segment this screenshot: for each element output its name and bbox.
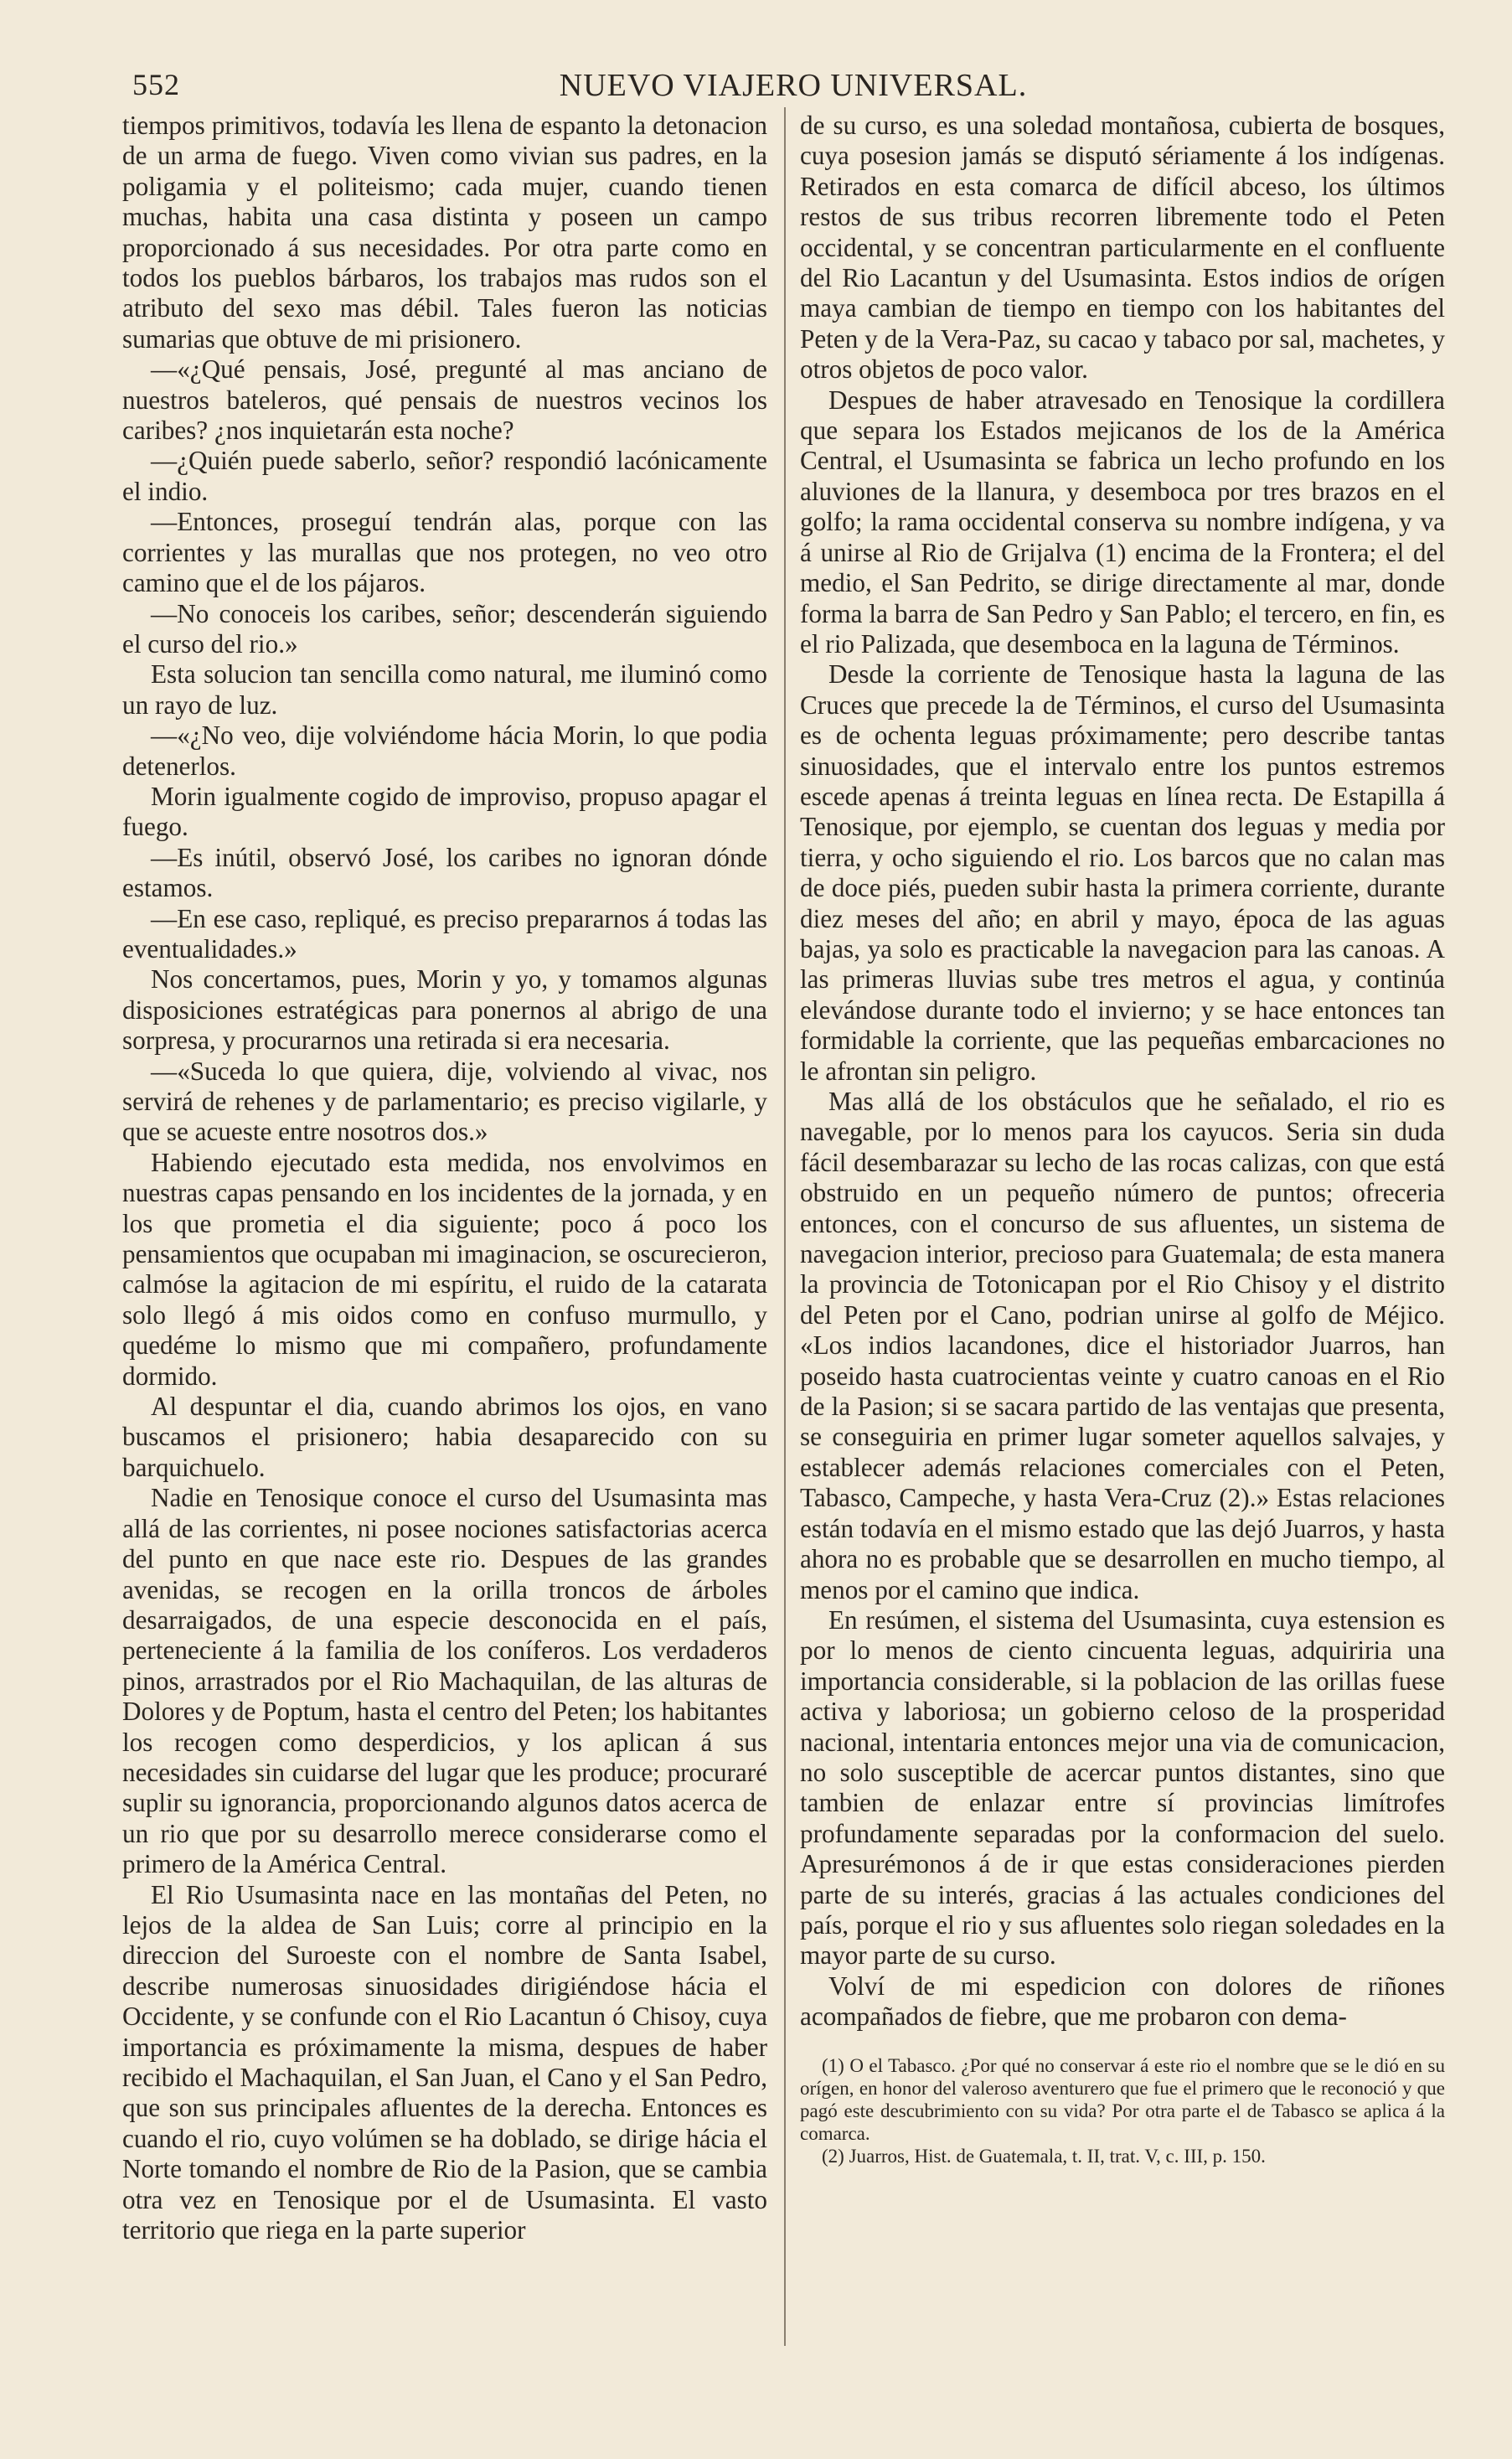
paragraph: Despues de haber atravesado en Tenosique la cordillera que separa los Estados mejicanos de los de la América Central, el Usumasinta se fabrica un lecho profundo en los aluviones de la llanura, y desemboca por tres brazos en el golfo; la rama occidental conserva su nombre indígena, y va á unirse al Rio de Grijalva (1) encima de la Frontera; el del medio, el San Pedrito, se dirige directamente al mar, donde forma la barra de San Pedro y San Pablo; el tercero, en fin, es el rio Palizada, que desemboca en la laguna de Términos. [800, 385, 1445, 659]
right-column [800, 111, 1445, 2373]
paragraph: —«Suceda lo que quiera, dije, volviendo al vivac, nos servirá de rehenes y de parlamentario; es preciso vigilarle, y que se acueste entre nosotros dos.» [122, 1056, 767, 1147]
footnotes [800, 2054, 1445, 2167]
paragraph: En resúmen, el sistema del Usumasinta, cuya estension es por lo menos de ciento cincuenta leguas, adquiriria una importancia considerable, si la poblacion de las orillas fuese activa y laboriosa; un gobierno celoso de la prosperidad nacional, intentaria entonces mejor una via de comunicacion, no solo susceptible de acercar puntos distantes, sino que tambien de enlazar entre sí provincias limítrofes profundamente separadas por la conformacion del suelo. Apresurémonos á de ir que estas consideraciones pierden parte de su interés, gracias á las actuales condiciones del país, porque el rio y sus afluentes solo riegan soledades en la mayor parte de su curso. [800, 1604, 1445, 1971]
paragraph: —¿Quién puede saberlo, señor? respondió lacónicamente el indio. [122, 446, 767, 506]
paragraph: tiempos primitivos, todavía les llena de espanto la detonacion de un arma de fuego. Viven como vivian sus padres, en la poligamia y el politeismo; cada mujer, cuando tienen muchas, habita una casa distinta y poseen un campo proporcionado á sus necesidades. Por otra parte como en todos los pueblos bárbaros, los trabajos mas rudos son el atributo del sexo mas débil. Tales fueron las noticias sumarias que obtuve de mi prisionero. [122, 111, 767, 354]
paragraph: Nos concertamos, pues, Morin y yo, y tomamos algunas disposiciones estratégicas para ponernos al abrigo de una sorpresa, y procurarnos una retirada si era necesaria. [122, 964, 767, 1056]
footnote: (2) Juarros, Hist. de Guatemala, t. II, trat. V, c. III, p. 150. [822, 2145, 1266, 2167]
paragraph: Mas allá de los obstáculos que he señalado, el rio es navegable, por lo menos para los cayucos. Seria sin duda fácil desembarazar su lecho de las rocas calizas, con que está obstruido en un pequeño número de puntos; ofreceria entonces, con el concurso de sus afluentes, un sistema de navegacion interior, precioso para Guatemala; de esta manera la provincia de Totonicapan por el Rio Chisoy y el distrito del Peten por el Cano, podrian unirse al golfo de Méjico. «Los indios lacandones, dice el historiador Juarros, han poseido hasta cuatrocientas veinte y cuatro canoas en el Rio de la Pasion; si se sacara partido de las ventajas que presenta, se conseguiria en primer lugar someter aquellos salvajes, y establecer además relaciones comerciales con el Peten, Tabasco, Campeche, y hasta Vera-Cruz (2).» Estas relaciones están todavía en el mismo estado que las dejó Juarros, y hasta ahora no es probable que se desarrollen en mucho tiempo, al menos por el camino que indica. [800, 1087, 1445, 1604]
column-divider [784, 107, 786, 2346]
paragraph: Morin igualmente cogido de improviso, propuso apagar el fuego. [122, 781, 767, 842]
paragraph: de su curso, es una soledad montañosa, cubierta de bosques, cuya posesion jamás se disputó sériamente á los indígenas. Retirados en esta comarca de difícil abceso, los últimos restos de sus tribus recorren libremente todo el Peten occidental, y se concentran particularmente en el confluente del Rio Lacantun y del Usumasinta. Estos indios de orígen maya cambian de tiempo en tiempo con los habitantes del Peten y de la Vera-Paz, su cacao y tabaco por sal, machetes, y otros objetos de poco valor. [800, 111, 1445, 385]
paragraph: —«¿Qué pensais, José, pregunté al mas anciano de nuestros bateleros, qué pensais de nuestros vecinos los caribes? ¿nos inquietarán esta noche? [122, 354, 767, 446]
paragraph: —«¿No veo, dije volviéndome hácia Morin, lo que podia detenerlos. [122, 721, 767, 781]
paragraph: Esta solucion tan sencilla como natural, me iluminó como un rayo de luz. [122, 659, 767, 720]
paragraph: El Rio Usumasinta nace en las montañas del Peten, no lejos de la aldea de San Luis; corre al principio en la direccion del Suroeste con el nombre de Santa Isabel, describe numerosas sinuosidades dirigiéndose hácia el Occidente, y se confunde con el Rio Lacantun ó Chisoy, cuya importancia es próximamente la misma, despues de haber recibido el Machaquilan, el San Juan, el Cano y el San Pedro, que son sus principales afluentes de la derecha. Entonces es cuando el rio, cuyo volúmen se ha doblado, se dirige hácia el Norte tomando el nombre de Rio de la Pasion, que se cambia otra vez en Tenosique por el de Usumasinta. El vasto territorio que riega en la parte superior [122, 1879, 767, 2245]
paragraph: —Entonces, proseguí tendrán alas, porque con las corrientes y las murallas que nos protegen, no veo otro camino que el de los pájaros. [122, 507, 767, 598]
paragraph: Habiendo ejecutado esta medida, nos envolvimos en nuestras capas pensando en los incidentes de la jornada, y en los que prometia el dia siguiente; poco á poco los pensamientos que ocupaban mi imaginacion, se oscurecieron, calmóse la agitacion de mi espíritu, el ruido de la catarata solo llegó á mis oidos como en confuso murmullo, y quedéme lo mismo que mi compañero, profundamente dormido. [122, 1147, 767, 1391]
left-column [122, 111, 767, 2373]
paragraph: Al despuntar el dia, cuando abrimos los ojos, en vano buscamos el prisionero; habia desaparecido con su barquichuelo. [122, 1392, 767, 1482]
footnote: (1) O el Tabasco. ¿Por qué no conservar á este rio el nombre que se le dió en su orígen, en honor del valeroso aventurero que fue el primero que le reconoció y que pagó este descubrimiento con su vida? Por otra parte el de Tabasco se aplica á la comarca. [800, 2054, 1445, 2144]
paragraph: —Es inútil, observó José, los caribes no ignoran dónde estamos. [122, 842, 767, 903]
right-column-body [800, 111, 1445, 2033]
page-number: 552 [132, 68, 180, 101]
running-title: NUEVO VIAJERO UNIVERSAL. [559, 68, 1028, 103]
paragraph: —En ese caso, repliqué, es preciso prepararnos á todas las eventualidades.» [122, 903, 767, 963]
page-header [127, 67, 1459, 109]
paragraph: Nadie en Tenosique conoce el curso del Usumasinta mas allá de las corrientes, ni posee nociones satisfactorias acerca del punto en que nace este rio. Despues de las grandes avenidas, se recogen en la orilla troncos de árboles desarraigados, de una especie desconocida en el país, perteneciente á la familia de los coníferos. Los verdaderos pinos, arrastrados por el Rio Machaquilan, de las alturas de Dolores y de Poptum, hasta el centro del Peten; los habitantes los recogen como desperdicios, y los aplican á sus necesidades sin cuidarse del lugar que les produce; procuraré suplir su ignorancia, proporcionando algunos datos acerca de un rio que por su desarrollo merece considerarse como el primero de la América Central. [122, 1483, 767, 1879]
paragraph: Desde la corriente de Tenosique hasta la laguna de las Cruces que precede la de Términos, el curso del Usumasinta es de ochenta leguas próximamente; pero describe tantas sinuosidades, que el intervalo entre los puntos estremos escede apenas á treinta leguas en línea recta. De Estapilla á Tenosique, por ejemplo, se cuentan dos leguas y media por tierra, y ocho siguiendo el rio. Los barcos que no calan mas de doce piés, pueden subir hasta la primera corriente, durante diez meses del año; en abril y mayo, época de las aguas bajas, ya solo es practicable la navegacion para las canoas. A las primeras lluvias sube tres metros el agua, y continúa elevándose durante todo el invierno; y se hace entonces tan formidable la corriente, que las pequeñas embarcaciones no le afrontan sin peligro. [800, 659, 1445, 1086]
paragraph: Volví de mi espedicion con dolores de riñones acompañados de fiebre, que me probaron con dema- [800, 1971, 1445, 2032]
paragraph: —No conoceis los caribes, señor; descenderán siguiendo el curso del rio.» [122, 598, 767, 659]
